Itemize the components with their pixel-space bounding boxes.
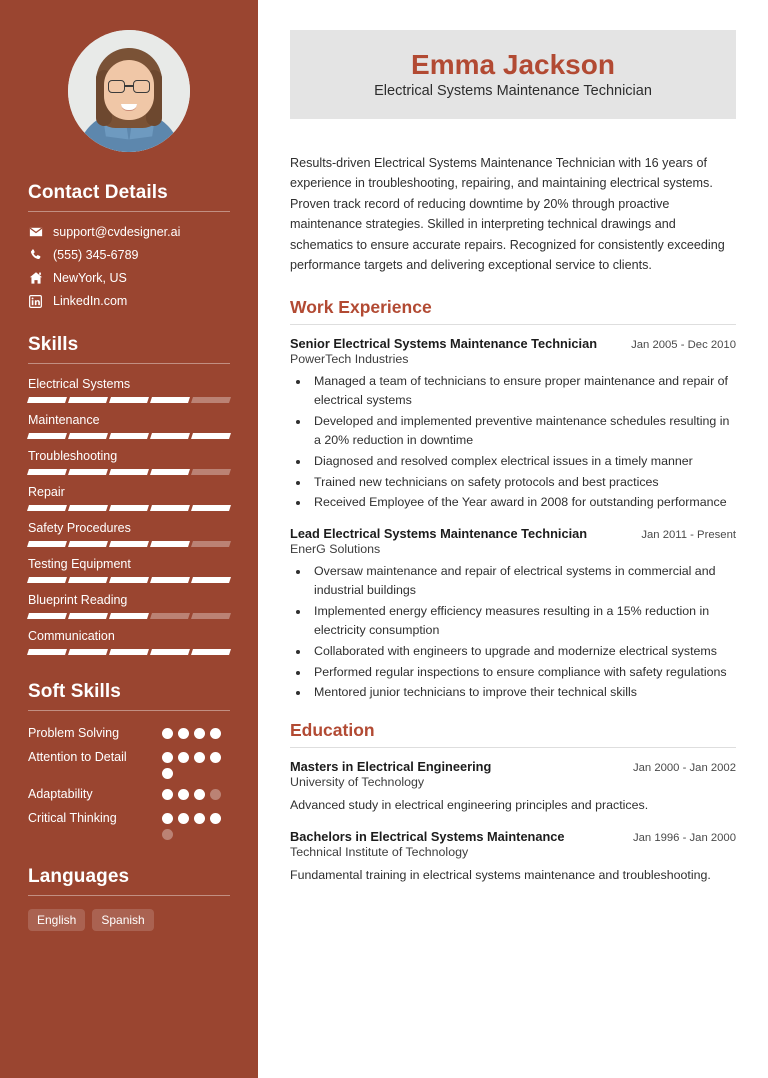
- skill-segment: [68, 397, 108, 403]
- skill-segment: [191, 397, 231, 403]
- skill-segment: [191, 577, 231, 583]
- skill-segment: [68, 613, 108, 619]
- soft-skill-item: [28, 785, 230, 803]
- skills-section: [28, 334, 230, 655]
- skill-segment: [68, 505, 108, 511]
- soft-skill-item: [28, 809, 230, 840]
- languages-list: [28, 909, 230, 931]
- skill-item: [28, 629, 230, 655]
- professional-summary: Results-driven Electrical Systems Maintenance Technician with 16 years of experience in troubleshooting, repairing, and maintaining electrical systems. Proven track record of reducing downtime by 20% through proactive maintenance strategies. Skilled in interpreting technical drawings and schematics to ensure accurate repairs. Recognized for consistently exceeding performance targets and delivering exceptional service to clients.: [290, 156, 725, 272]
- education-entry-list: [290, 759, 736, 885]
- contact-row[interactable]: [28, 248, 230, 262]
- rating-dot: [162, 768, 173, 779]
- bullet-item: • Performed regular inspections to ensure compliance with safety regulations: [310, 663, 736, 682]
- contact-row[interactable]: [28, 225, 230, 239]
- work-entry-list: [290, 336, 736, 702]
- skill-segment: [150, 577, 190, 583]
- skill-segment: [109, 505, 149, 511]
- rating-dot: [162, 829, 173, 840]
- skill-level-bar: [28, 649, 230, 655]
- bullet-item: • Implemented energy efficiency measures resulting in a 15% reduction in electricity consumption: [310, 602, 736, 640]
- rating-dot: [210, 813, 221, 824]
- skill-segment: [191, 469, 231, 475]
- sidebar: [0, 0, 258, 1078]
- rating-dot: [194, 752, 205, 763]
- skill-segment: [68, 469, 108, 475]
- rating-dots: [162, 748, 230, 779]
- job-title: Electrical Systems Maintenance Technician: [374, 83, 652, 100]
- avatar-wrapper: [28, 30, 230, 152]
- contact-value: NewYork, US: [53, 271, 127, 285]
- entry-description: Advanced study in electrical engineering principles and practices.: [290, 798, 649, 813]
- education-heading: Education: [290, 720, 375, 741]
- skill-level-bar: [28, 397, 230, 403]
- rating-dot: [178, 728, 189, 739]
- contact-value: (555) 345-6789: [53, 248, 139, 262]
- skill-segment: [27, 469, 67, 475]
- skill-level-bar: [28, 469, 230, 475]
- bullet-list: [310, 372, 736, 512]
- work-experience-heading: Work Experience: [290, 297, 432, 318]
- skill-segment: [109, 397, 149, 403]
- divider: [290, 747, 736, 748]
- divider: [28, 211, 230, 212]
- contact-details-section: [28, 182, 230, 308]
- skill-segment: [191, 649, 231, 655]
- entry-date: Jan 2011 - Present: [641, 529, 736, 542]
- rating-dots: [162, 724, 230, 739]
- skill-segment: [68, 433, 108, 439]
- skill-level-bar: [28, 433, 230, 439]
- entry-title: Masters in Electrical Engineering: [290, 759, 492, 775]
- rating-dot: [194, 728, 205, 739]
- entry-description: Fundamental training in electrical systems maintenance and troubleshooting.: [290, 868, 711, 883]
- soft-skill-item: [28, 748, 230, 779]
- bullet-item: • Managed a team of technicians to ensure proper maintenance and repair of electrical systems: [310, 372, 736, 410]
- rating-dot: [194, 789, 205, 800]
- rating-dot: [162, 789, 173, 800]
- phone-icon: [28, 248, 43, 262]
- divider: [28, 363, 230, 364]
- divider: [28, 895, 230, 896]
- bullet-list: [310, 562, 736, 702]
- entry-date: Jan 2000 - Jan 2002: [632, 762, 736, 775]
- bullet-item: • Diagnosed and resolved complex electrical issues in a timely manner: [310, 452, 736, 471]
- bullet-item: • Developed and implemented preventive maintenance schedules resulting in a 20% reduction in downtime: [310, 412, 736, 450]
- skill-item: [28, 593, 230, 619]
- skill-segment: [150, 433, 190, 439]
- skill-segment: [109, 541, 149, 547]
- skill-segment: [191, 505, 231, 511]
- soft-skill-label: Critical Thinking: [28, 811, 117, 826]
- entry-organization: PowerTech Industries: [290, 352, 409, 367]
- divider: [290, 324, 736, 325]
- languages-section: [28, 866, 230, 931]
- rating-dot: [178, 789, 189, 800]
- entry-organization: University of Technology: [290, 775, 425, 790]
- bullet-item: • Collaborated with engineers to upgrade and modernize electrical systems: [310, 642, 736, 661]
- rating-dot: [210, 789, 221, 800]
- bullet-item: • Received Employee of the Year award in 2008 for outstanding performance: [310, 493, 736, 512]
- work-entry: [290, 336, 736, 512]
- home-icon: [28, 271, 43, 285]
- skill-segment: [109, 433, 149, 439]
- skill-label: Repair: [28, 485, 65, 499]
- entry-title: Lead Electrical Systems Maintenance Technician: [290, 526, 588, 542]
- contact-list: [28, 225, 230, 308]
- skill-level-bar: [28, 577, 230, 583]
- languages-heading: Languages: [28, 866, 130, 888]
- soft-skills-list: [28, 724, 230, 840]
- skill-segment: [150, 469, 190, 475]
- soft-skills-heading: Soft Skills: [28, 681, 121, 702]
- skill-label: Maintenance: [28, 413, 100, 427]
- contact-value: LinkedIn.com: [53, 294, 128, 308]
- skills-heading: Skills: [28, 334, 79, 355]
- contact-row[interactable]: [28, 271, 230, 285]
- soft-skills-section: [28, 681, 230, 840]
- skill-segment: [27, 613, 67, 619]
- language-tag: Spanish: [92, 909, 153, 931]
- skill-item: [28, 377, 230, 403]
- linkedin-icon: [28, 295, 43, 308]
- entry-header: [290, 526, 736, 541]
- entry-date: Jan 2005 - Dec 2010: [631, 339, 736, 352]
- avatar: [68, 30, 190, 152]
- skill-segment: [27, 577, 67, 583]
- skill-segment: [27, 541, 67, 547]
- skill-segment: [191, 433, 231, 439]
- contact-row[interactable]: [28, 294, 230, 308]
- skill-segment: [27, 397, 67, 403]
- soft-skill-label: Attention to Detail: [28, 750, 127, 765]
- skill-segment: [68, 577, 108, 583]
- entry-header: [290, 759, 736, 774]
- soft-skill-label: Adaptability: [28, 787, 93, 802]
- rating-dot: [162, 728, 173, 739]
- divider: [28, 710, 230, 711]
- skill-segment: [109, 649, 149, 655]
- rating-dots: [162, 809, 230, 840]
- contact-details-heading: Contact Details: [28, 182, 168, 203]
- rating-dot: [210, 728, 221, 739]
- skill-segment: [150, 613, 190, 619]
- entry-title: Bachelors in Electrical Systems Maintenance: [290, 829, 565, 845]
- rating-dot: [178, 813, 189, 824]
- page-title: Emma Jackson: [411, 49, 615, 80]
- skill-segment: [150, 397, 190, 403]
- education-section: [290, 720, 736, 885]
- skill-item: [28, 521, 230, 547]
- skill-item: [28, 413, 230, 439]
- skill-segment: [27, 649, 67, 655]
- skill-label: Blueprint Reading: [28, 593, 128, 607]
- soft-skill-label: Problem Solving: [28, 726, 120, 740]
- skill-level-bar: [28, 505, 230, 511]
- envelope-icon: [28, 225, 43, 239]
- skill-segment: [150, 649, 190, 655]
- skill-segment: [68, 649, 108, 655]
- skill-segment: [150, 505, 190, 511]
- rating-dot: [178, 752, 189, 763]
- skill-level-bar: [28, 613, 230, 619]
- rating-dot: [162, 813, 173, 824]
- skill-segment: [150, 541, 190, 547]
- skill-segment: [68, 541, 108, 547]
- rating-dot: [194, 813, 205, 824]
- skill-segment: [27, 505, 67, 511]
- name-card: [290, 30, 736, 119]
- skill-item: [28, 485, 230, 511]
- entry-header: [290, 829, 736, 844]
- skill-segment: [191, 541, 231, 547]
- bullet-item: • Trained new technicians on safety protocols and best practices: [310, 473, 736, 492]
- skill-label: Electrical Systems: [28, 377, 131, 391]
- skill-label: Testing Equipment: [28, 557, 131, 571]
- skills-list: [28, 377, 230, 655]
- skill-label: Safety Procedures: [28, 521, 131, 535]
- entry-organization: EnerG Solutions: [290, 542, 381, 557]
- skill-label: Troubleshooting: [28, 449, 118, 463]
- education-entry: [290, 829, 736, 885]
- skill-item: [28, 557, 230, 583]
- entry-title: Senior Electrical Systems Maintenance Technician: [290, 336, 598, 352]
- rating-dot: [162, 752, 173, 763]
- entry-organization: Technical Institute of Technology: [290, 845, 469, 860]
- work-entry: [290, 526, 736, 702]
- rating-dots: [162, 785, 230, 800]
- bullet-item: • Oversaw maintenance and repair of electrical systems in commercial and industrial buildings: [310, 562, 736, 600]
- skill-segment: [27, 433, 67, 439]
- education-entry: [290, 759, 736, 815]
- language-tag: English: [28, 909, 85, 931]
- contact-value: support@cvdesigner.ai: [53, 225, 181, 239]
- soft-skill-item: [28, 724, 230, 742]
- entry-header: [290, 336, 736, 351]
- skill-segment: [109, 613, 149, 619]
- skill-segment: [109, 469, 149, 475]
- bullet-item: • Mentored junior technicians to improve their technical skills: [310, 683, 736, 702]
- skill-label: Communication: [28, 629, 115, 643]
- skill-segment: [109, 577, 149, 583]
- main-column: [258, 0, 768, 1078]
- skill-item: [28, 449, 230, 475]
- work-experience-section: [290, 297, 736, 702]
- skill-segment: [191, 613, 231, 619]
- rating-dot: [210, 752, 221, 763]
- skill-level-bar: [28, 541, 230, 547]
- entry-date: Jan 1996 - Jan 2000: [632, 832, 736, 845]
